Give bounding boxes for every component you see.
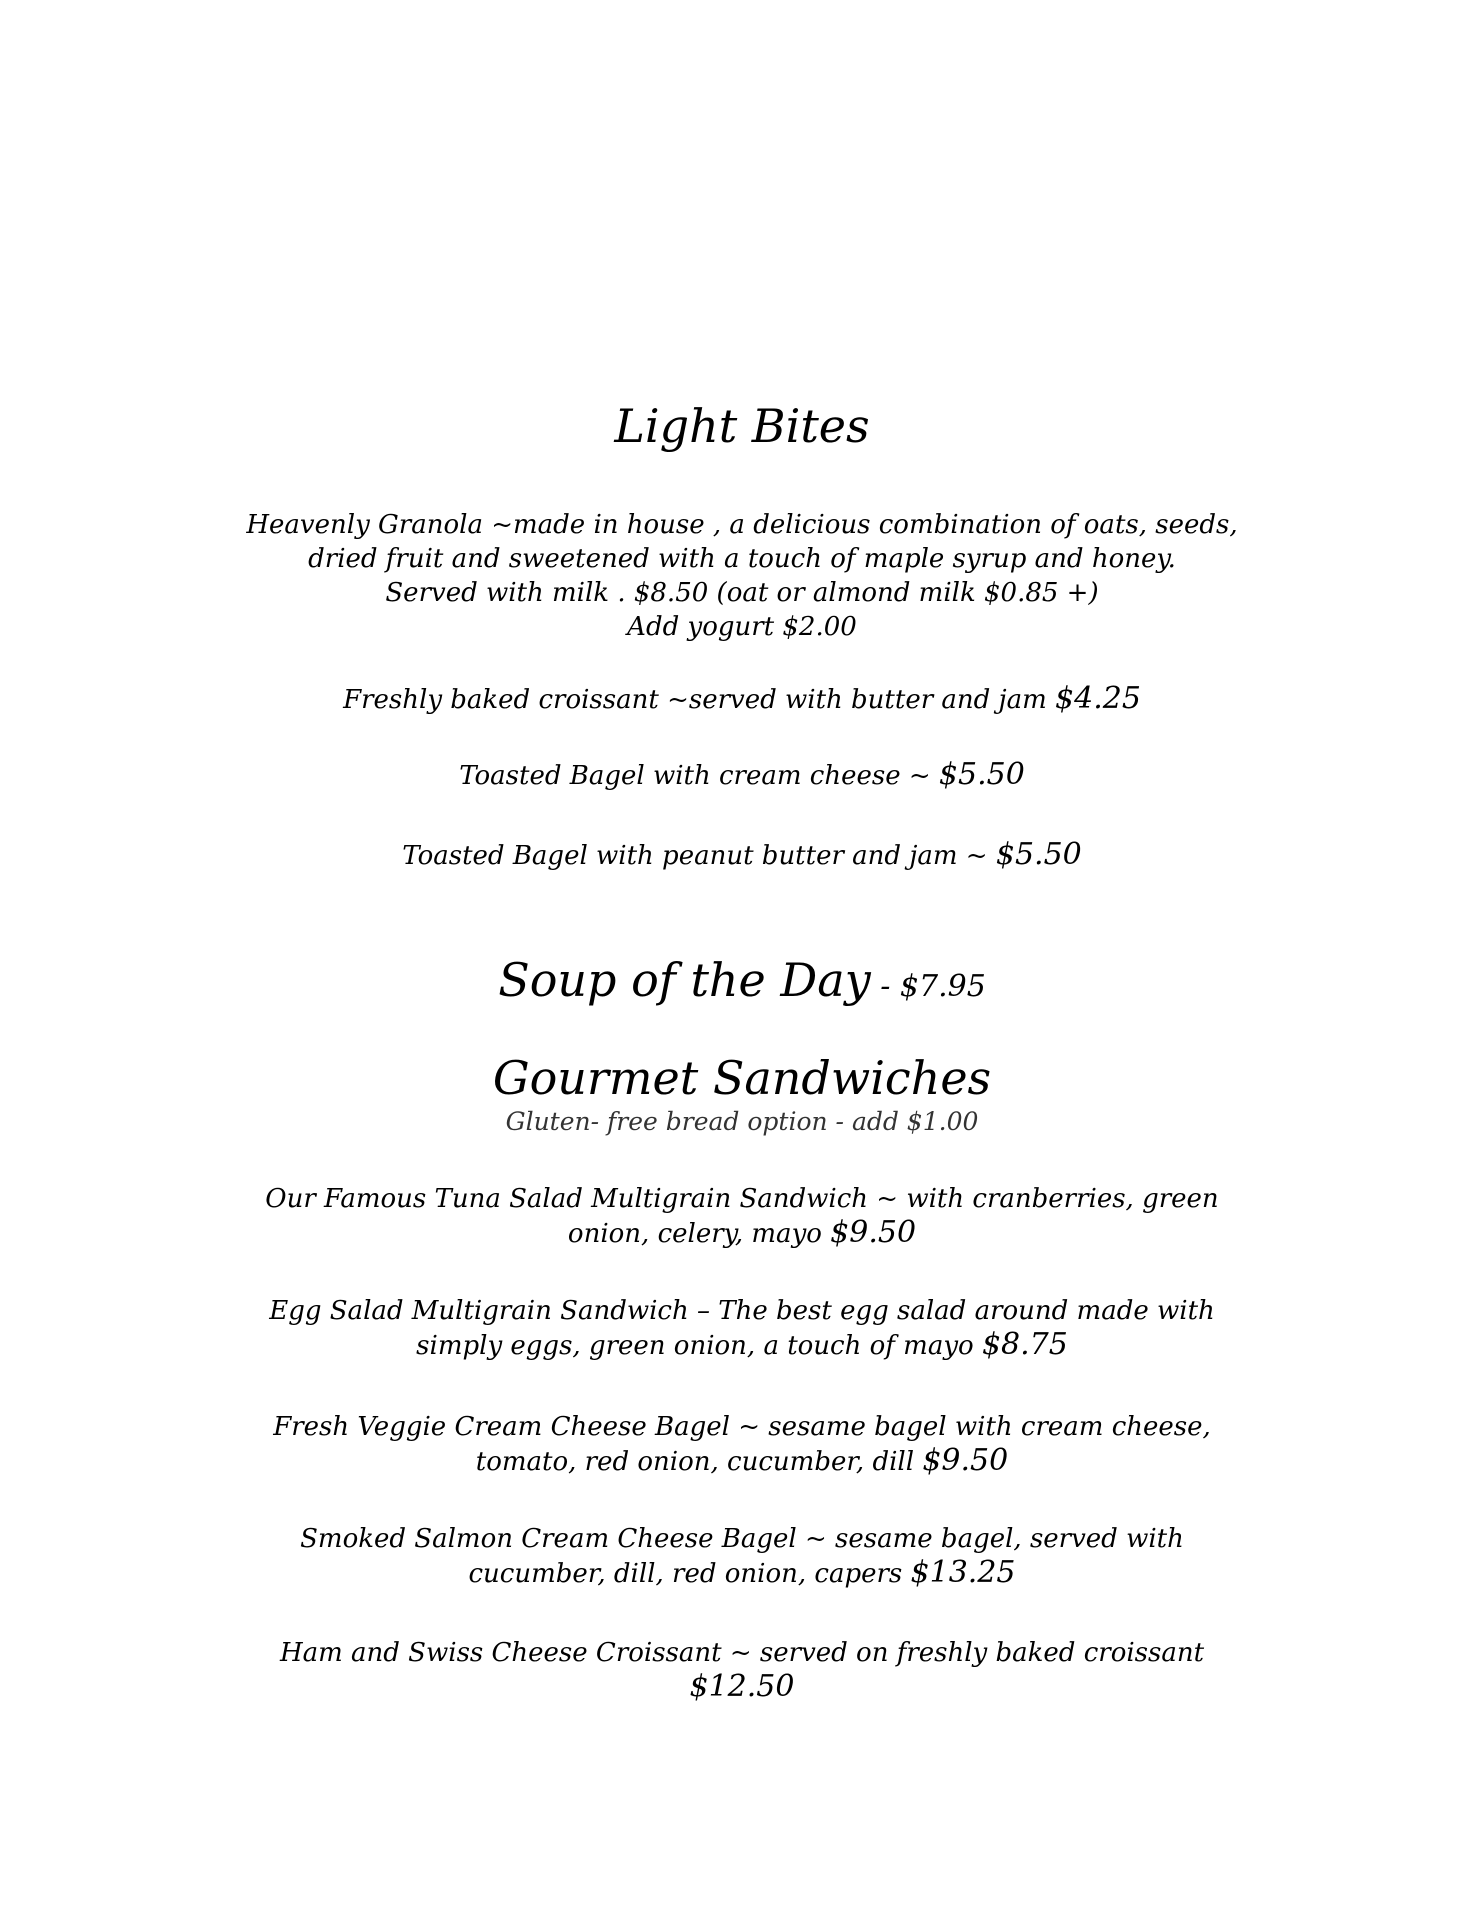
tuna-price: $9.50 (830, 1215, 917, 1250)
bagel-cream-item (100, 758, 1384, 793)
croissant-text: Freshly baked croissant ~served with butter and jam (343, 685, 1056, 715)
sandwiches-title: Gourmet Sandwiches (492, 1051, 992, 1105)
granola-line-1: Heavenly Granola ~made in house , a delicious combination of oats, seeds, (246, 510, 1238, 540)
veggie-price: $9.50 (922, 1443, 1009, 1478)
tuna-line-2: onion, celery, mayo (567, 1219, 831, 1249)
croissant-price: $4.25 (1055, 681, 1141, 716)
bagel-cream-text: Toasted Bagel with cream cheese ~ (459, 761, 939, 791)
salmon-line-2: cucumber, dill, red onion, capers (468, 1559, 911, 1589)
egg-line-1: Egg Salad Multigrain Sandwich – The best egg salad around made with (269, 1296, 1215, 1326)
tuna-line-1: Our Famous Tuna Salad Multigrain Sandwich ~ with cranberries, green (265, 1184, 1219, 1214)
tuna-item (100, 1182, 1384, 1251)
salmon-line-1: Smoked Salmon Cream Cheese Bagel ~ sesame bagel, served with (300, 1524, 1184, 1554)
soup-title: Soup of the Day (498, 953, 871, 1007)
granola-line-4: Add yogurt $2.00 (627, 612, 857, 642)
egg-line-2: simply eggs, green onion, a touch of mayo (416, 1331, 982, 1361)
veggie-item (100, 1410, 1384, 1479)
gluten-note: Gluten- free bread option - add $1.00 (505, 1107, 979, 1136)
egg-price: $8.75 (981, 1327, 1068, 1362)
salmon-price: $13.25 (910, 1555, 1016, 1590)
veggie-line-1: Fresh Veggie Cream Cheese Bagel ~ sesame bagel with cream cheese, (273, 1412, 1211, 1442)
granola-line-2: dried fruit and sweetened with a touch of maple syrup and honey. (308, 544, 1176, 574)
soup-heading (100, 952, 1384, 1015)
ham-line-1: Ham and Swiss Cheese Croissant ~ served on freshly baked croissant (279, 1638, 1205, 1668)
granola-line-3: Served with milk . $8.50 (oat or almond milk $0.85 +) (385, 578, 1099, 608)
light-bites-title: Light Bites (614, 399, 870, 453)
croissant-item (100, 682, 1384, 717)
ham-item (100, 1636, 1384, 1704)
soup-price: - $7.95 (870, 969, 986, 1004)
ham-price: $12.50 (689, 1669, 795, 1704)
bagel-pb-item (100, 838, 1384, 873)
veggie-line-2: tomato, red onion, cucumber, dill (475, 1447, 923, 1477)
salmon-item (100, 1522, 1384, 1591)
bagel-pb-text: Toasted Bagel with peanut butter and jam ~ (402, 841, 996, 871)
egg-item (100, 1294, 1384, 1363)
bagel-cream-price: $5.50 (938, 757, 1025, 792)
bagel-pb-price: $5.50 (995, 837, 1082, 872)
granola-item (100, 508, 1384, 644)
